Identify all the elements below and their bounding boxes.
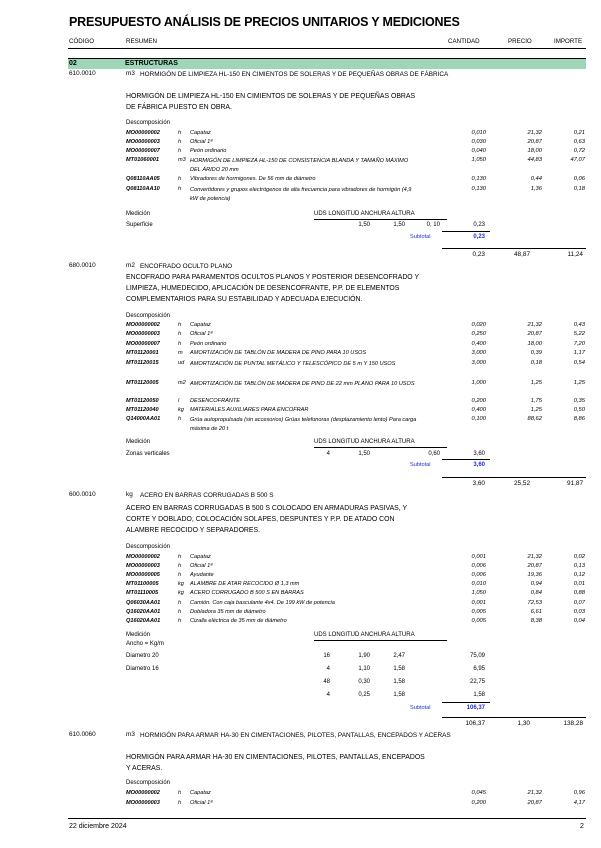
component-unit: ud [178, 360, 185, 366]
item-total-amount: 11,24 [567, 251, 583, 258]
component-description: HORMIGÓN DE LIMPIEZA HL-150 DE CONSISTENCIA BLANDA Y TAMAÑO MÁXIMO DEL ÁRIDO 20 mm [190, 158, 409, 173]
component-quantity: 1,000 [471, 380, 486, 386]
measurement-value: 22,75 [469, 679, 485, 685]
component-code: Q14000AA01 [126, 416, 161, 422]
item-unit: m2 [126, 262, 135, 269]
component-quantity: 3,000 [471, 360, 486, 366]
measurement-value: 0,23 [473, 222, 485, 228]
item-total-quantity: 3,60 [472, 480, 485, 487]
component-unit: kg [178, 581, 184, 587]
subtotal-label: Subtotal [410, 705, 431, 711]
component-description: ALAMBRE DE ATAR RECOCIDO Ø 1,3 mm [190, 581, 300, 587]
component-price: 18,00 [527, 148, 542, 154]
item-title: HORMIGÓN DE LIMPIEZA HL-150 EN CIMIENTOS DE SOLERAS Y DE PEQUEÑAS OBRAS DE FÁBRICA [140, 71, 449, 78]
measurement-length: 1,90 [358, 653, 370, 659]
component-code: Q16020AA01 [126, 618, 161, 624]
component-description: Cizalla eléctrica de 35 mm de diámetro [190, 618, 287, 624]
footer-date: 22 diciembre 2024 [69, 823, 127, 830]
col-qty-header: CANTIDAD [448, 38, 480, 45]
measurement-width: 1,58 [393, 679, 405, 685]
component-code: MT01120001 [126, 350, 159, 356]
item-title: ENCOFRADO OCULTO PLANO [140, 263, 233, 270]
decomposition-label: Descomposición [126, 780, 171, 786]
subtotal-value: 106,37 [466, 705, 485, 711]
col-code-header: CÓDIGO [69, 38, 95, 45]
measurement-row-label: Zonas verticales [126, 451, 170, 457]
item-total-price: 25,52 [514, 480, 530, 487]
component-quantity: 3,000 [471, 350, 486, 356]
component-price: 21,32 [527, 130, 542, 136]
measurement-columns: UDS LONGITUD ANCHURA ALTURA [314, 211, 415, 217]
component-amount: 0,01 [573, 581, 585, 587]
measurement-label: Medición [126, 211, 151, 217]
decomposition-label: Descomposición [126, 544, 171, 550]
component-price: 1,25 [530, 380, 542, 386]
col-amount-header: IMPORTE [554, 38, 583, 45]
component-code: MO00000007 [126, 341, 160, 347]
measurement-value: 3,60 [473, 451, 485, 457]
component-unit: h [178, 416, 182, 422]
component-code: MO00000007 [126, 148, 160, 154]
component-quantity: 0,200 [471, 800, 486, 806]
total-rule [442, 477, 586, 478]
component-unit: h [178, 322, 182, 328]
component-price: 44,83 [527, 157, 542, 163]
measurement-row-label: Superficie [126, 222, 153, 228]
component-amount: 8,86 [573, 416, 585, 422]
component-description: Capataz [190, 554, 211, 560]
measurement-value: 1,58 [473, 692, 485, 698]
component-price: 21,32 [527, 554, 542, 560]
component-unit: l [178, 398, 180, 404]
measurement-columns: UDS LONGITUD ANCHURA ALTURA [314, 439, 415, 445]
item-title: ACERO EN BARRAS CORRUGADAS B 500 S [140, 492, 274, 499]
component-unit: h [178, 331, 182, 337]
component-price: 21,32 [527, 790, 542, 796]
item-total-quantity: 106,37 [465, 720, 485, 727]
component-quantity: 0,005 [471, 618, 486, 624]
component-price: 0,18 [530, 360, 542, 366]
component-quantity: 0,040 [471, 148, 486, 154]
component-amount: 0,96 [573, 790, 585, 796]
item-long-description: ACERO EN BARRAS CORRUGADAS B 500 S COLOCADO EN ARMADURAS PASIVAS, Y CORTE Y DOBLADO, COLOCACIÓN SOLAPES, DESPUNTES Y P.P. DE ATADO CON ALAMBRE RECOCIDO Y SEPARADORES. [126, 505, 407, 534]
component-code: MO00000003 [126, 331, 160, 337]
component-quantity: 0,130 [471, 176, 486, 182]
item-code: 600.0010 [69, 491, 96, 498]
component-quantity: 0,250 [471, 331, 486, 337]
measurement-height: 0,60 [428, 451, 440, 457]
component-price: 6,61 [530, 609, 542, 615]
subtotal-rule [442, 459, 490, 460]
item-code: 610.0060 [69, 731, 96, 738]
component-code: Q16020AA01 [126, 609, 161, 615]
component-price: 20,87 [527, 139, 542, 145]
component-amount: 0,07 [573, 600, 585, 606]
component-unit: h [178, 600, 182, 606]
measurement-uds: 4 [326, 666, 330, 672]
measurement-columns-rule [314, 640, 447, 641]
component-quantity: 0,006 [471, 563, 486, 569]
component-code: MO00000003 [126, 800, 160, 806]
component-description: Peón ordinario [190, 341, 227, 347]
measurement-width: 2,47 [393, 653, 405, 659]
component-unit: h [178, 148, 182, 154]
component-quantity: 0,010 [471, 130, 486, 136]
component-code: MO00000002 [126, 790, 160, 796]
component-price: 0,39 [530, 350, 542, 356]
item-total-price: 1,30 [517, 720, 530, 727]
component-quantity: 0,006 [471, 572, 486, 578]
component-quantity: 0,130 [471, 186, 486, 192]
total-rule [442, 717, 586, 718]
subtotal-value: 0,23 [473, 234, 485, 240]
component-unit: m3 [178, 157, 186, 163]
item-long-description: ENCOFRADO PARA PARAMENTOS OCULTOS PLANOS Y POSTERIOR DESENCOFRADO Y LIMPIEZA, HUMEDECIDO, APLICACIÓN DE DESENCOFRANTE, P.P. DE ELEMENTOS COMPLEMENTARIOS PARA SU ESTABILIDAD Y ADECUADA EJECUCIÓN. [126, 274, 419, 303]
component-amount: 0,72 [573, 148, 585, 154]
item-long-description: HORMIGÓN DE LIMPIEZA HL-150 EN CIMIENTOS DE SOLERAS Y DE PEQUEÑAS OBRAS DE FÁBRICA PUESTO EN OBRA. [126, 93, 416, 111]
component-quantity: 0,045 [471, 790, 486, 796]
component-price: 20,87 [527, 800, 542, 806]
component-description: DESENCOFRANTE [190, 398, 241, 404]
item-total-price: 48,87 [514, 251, 530, 258]
measurement-uds: 4 [326, 692, 330, 698]
component-unit: h [178, 800, 182, 806]
component-description: AMORTIZACIÓN DE TABLÓN DE MADERA DE PINO PARA 10 USOS [190, 350, 367, 356]
subtotal-label: Subtotal [410, 234, 431, 240]
component-price: 8,38 [530, 618, 542, 624]
component-unit: h [178, 139, 182, 145]
measurement-columns-rule [314, 447, 447, 448]
component-code: MO00000002 [126, 130, 160, 136]
item-total-quantity: 0,23 [472, 251, 485, 258]
component-code: MT01120005 [126, 380, 159, 386]
component-amount: 0,06 [573, 176, 585, 182]
component-unit: kg [178, 407, 184, 413]
component-description: Oficial 1ª [190, 331, 213, 337]
component-unit: h [178, 554, 182, 560]
measurement-width: 1,58 [393, 692, 405, 698]
component-unit: m2 [178, 380, 186, 386]
measurement-length: 0,30 [358, 679, 370, 685]
component-price: 1,75 [530, 398, 542, 404]
component-price: 21,32 [527, 322, 542, 328]
decomposition-label: Descomposición [126, 120, 171, 126]
item-long-description: HORMIGÓN PARA ARMAR HA-30 EN CIMENTACIONES, PILOTES, PANTALLAS, ENCEPADOS Y ACERAS. [126, 754, 425, 772]
component-unit: h [178, 130, 182, 136]
component-code: MO00000003 [126, 563, 160, 569]
measurement-value: 75,09 [469, 653, 485, 659]
subtotal-rule [442, 702, 490, 703]
component-code: MT01110005 [126, 590, 159, 596]
item-unit: m3 [126, 731, 135, 738]
component-amount: 4,17 [573, 800, 585, 806]
measurement-uds: 16 [323, 653, 330, 659]
component-code: Q08110AA10 [126, 186, 160, 192]
component-code: MO00000002 [126, 322, 160, 328]
component-description: Capataz [190, 790, 211, 796]
item-total-amount: 91,87 [567, 480, 583, 487]
component-code: MT01060001 [126, 157, 159, 163]
subtotal-value: 3,60 [473, 462, 485, 468]
header-rule [68, 48, 586, 49]
component-unit: h [178, 790, 182, 796]
col-price-header: PRECIO [508, 38, 532, 45]
component-description: Vibradores de hormigones. De 56 mm de diámetro [190, 176, 316, 182]
component-description: MATERIALES AUXILIARES PARA ENCOFRAR [190, 407, 309, 413]
measurement-columns: UDS LONGITUD ANCHURA ALTURA [314, 632, 415, 638]
component-amount: 0,12 [573, 572, 585, 578]
component-amount: 0,21 [573, 130, 585, 136]
component-description: Convertidores y grupos electrógenos de alta frecuencia para vibradores de hormigón (4,9 kW de potencia) [190, 187, 412, 202]
measurement-label: Medición [126, 632, 151, 638]
component-price: 18,00 [527, 341, 542, 347]
component-description: ACERO CORRUGADO B 500 S EN BARRAS [190, 590, 304, 596]
measurement-label: Medición [126, 439, 151, 445]
component-amount: 1,17 [573, 350, 585, 356]
component-amount: 1,25 [573, 380, 585, 386]
component-code: MT01120050 [126, 398, 159, 404]
component-unit: m [178, 350, 183, 356]
component-description: Camión. Con caja basculante 4x4. De 199 kW de potencia [190, 600, 335, 606]
component-quantity: 0,005 [471, 609, 486, 615]
item-unit: kg [126, 491, 133, 498]
item-code: 610.0010 [69, 70, 96, 77]
measurement-length: 1,50 [358, 451, 370, 457]
page-title: PRESUPUESTO ANÁLISIS DE PRECIOS UNITARIOS Y MEDICIONES [69, 15, 460, 29]
component-quantity: 0,200 [471, 398, 486, 404]
component-code: Q06030AA01 [126, 600, 161, 606]
component-description: Ayudante [190, 572, 214, 578]
measurement-uds: 4 [326, 451, 330, 457]
component-description: Capataz [190, 130, 211, 136]
component-quantity: 0,020 [471, 322, 486, 328]
component-unit: h [178, 572, 182, 578]
chapter-code: 02 [69, 60, 77, 67]
measurement-columns-rule [314, 219, 447, 220]
item-total-amount: 138,28 [563, 720, 583, 727]
component-code: MO00000003 [126, 139, 160, 145]
component-price: 88,62 [527, 416, 542, 422]
component-description: Oficial 1ª [190, 800, 213, 806]
measurement-width: 1,58 [393, 666, 405, 672]
footer-rule [68, 818, 586, 819]
component-amount: 0,13 [573, 563, 585, 569]
col-summary-header: RESUMEN [126, 38, 157, 45]
component-description: Capataz [190, 322, 211, 328]
component-amount: 7,20 [573, 341, 585, 347]
component-unit: h [178, 341, 182, 347]
component-unit: h [178, 563, 182, 569]
component-code: MT01120040 [126, 407, 159, 413]
component-amount: 47,07 [570, 157, 585, 163]
measurement-width: 1,50 [393, 222, 405, 228]
component-amount: 0,18 [573, 186, 585, 192]
component-amount: 0,02 [573, 554, 585, 560]
chapter-bar [68, 58, 586, 69]
component-amount: 0,04 [573, 618, 585, 624]
component-amount: 0,88 [573, 590, 585, 596]
component-unit: h [178, 609, 182, 615]
component-unit: kg [178, 590, 184, 596]
component-amount: 0,03 [573, 609, 585, 615]
measurement-row-label: Diametro 20 [126, 653, 159, 659]
component-quantity: 0,100 [471, 416, 486, 422]
component-amount: 5,22 [573, 331, 585, 337]
component-description: Dobladora 35 mm de diámetro [190, 609, 266, 615]
component-amount: 0,54 [573, 360, 585, 366]
component-price: 0,84 [530, 590, 542, 596]
component-amount: 0,43 [573, 322, 585, 328]
item-unit: m3 [126, 70, 135, 77]
measurement-value: 6,95 [473, 666, 485, 672]
component-quantity: 0,001 [471, 600, 486, 606]
component-price: 20,87 [527, 331, 542, 337]
total-rule [442, 248, 586, 249]
component-unit: h [178, 186, 182, 192]
subtotal-rule [442, 231, 490, 232]
component-price: 0,94 [530, 581, 542, 587]
component-amount: 0,63 [573, 139, 585, 145]
component-amount: 0,35 [573, 398, 585, 404]
component-description: AMORTIZACIÓN DE TABLÓN DE MADERA DE PINO DE 22 mm PLANO PARA 10 USOS [190, 381, 415, 387]
component-code: MT01100005 [126, 581, 159, 587]
component-amount: 0,50 [573, 407, 585, 413]
component-quantity: 0,030 [471, 139, 486, 145]
component-unit: h [178, 176, 182, 182]
component-quantity: 1,050 [471, 157, 486, 163]
component-description: Oficial 1ª [190, 139, 213, 145]
measurement-length: 0,25 [358, 692, 370, 698]
component-code: MO00000005 [126, 572, 160, 578]
item-title: HORMIGÓN PARA ARMAR HA-30 EN CIMENTACIONES, PILOTES, PANTALLAS, ENCEPADOS Y ACERAS [140, 732, 451, 739]
component-quantity: 1,050 [471, 590, 486, 596]
component-code: MO00000002 [126, 554, 160, 560]
component-price: 1,36 [530, 186, 542, 192]
component-description: Oficial 1ª [190, 563, 213, 569]
component-price: 1,25 [530, 407, 542, 413]
chapter-name: ESTRUCTURAS [125, 60, 178, 67]
footer-page-number: 2 [580, 823, 584, 830]
item-code: 680.0010 [69, 262, 96, 269]
measurement-note: Ancho = Kg/m [126, 641, 164, 647]
component-code: Q08110AA05 [126, 176, 160, 182]
subtotal-label: Subtotal [410, 462, 431, 468]
measurement-length: 1,10 [358, 666, 370, 672]
component-description: Grúa autopropulsada (sin accesorios) Grúas telefonoras (desplazamiento lento) Para carga máxima de 20 t [190, 417, 417, 432]
measurement-height: 0, 10 [426, 222, 440, 228]
measurement-length: 1,50 [358, 222, 370, 228]
component-quantity: 0,001 [471, 554, 486, 560]
component-quantity: 0,010 [471, 581, 486, 587]
measurement-row-label: Diametro 16 [126, 666, 159, 672]
component-price: 0,44 [530, 176, 542, 182]
component-description: AMORTIZACIÓN DE PUNTAL METÁLICO Y TELESCÓPICO DE 5 m Y 150 USOS [190, 361, 396, 367]
component-code: MT01120015 [126, 360, 159, 366]
decomposition-label: Descomposición [126, 313, 171, 319]
component-unit: h [178, 618, 182, 624]
component-quantity: 0,400 [471, 407, 486, 413]
component-quantity: 0,400 [471, 341, 486, 347]
component-price: 20,87 [527, 563, 542, 569]
component-description: Peón ordinario [190, 148, 227, 154]
measurement-uds: 48 [323, 679, 330, 685]
component-price: 19,36 [527, 572, 542, 578]
component-price: 72,53 [527, 600, 542, 606]
